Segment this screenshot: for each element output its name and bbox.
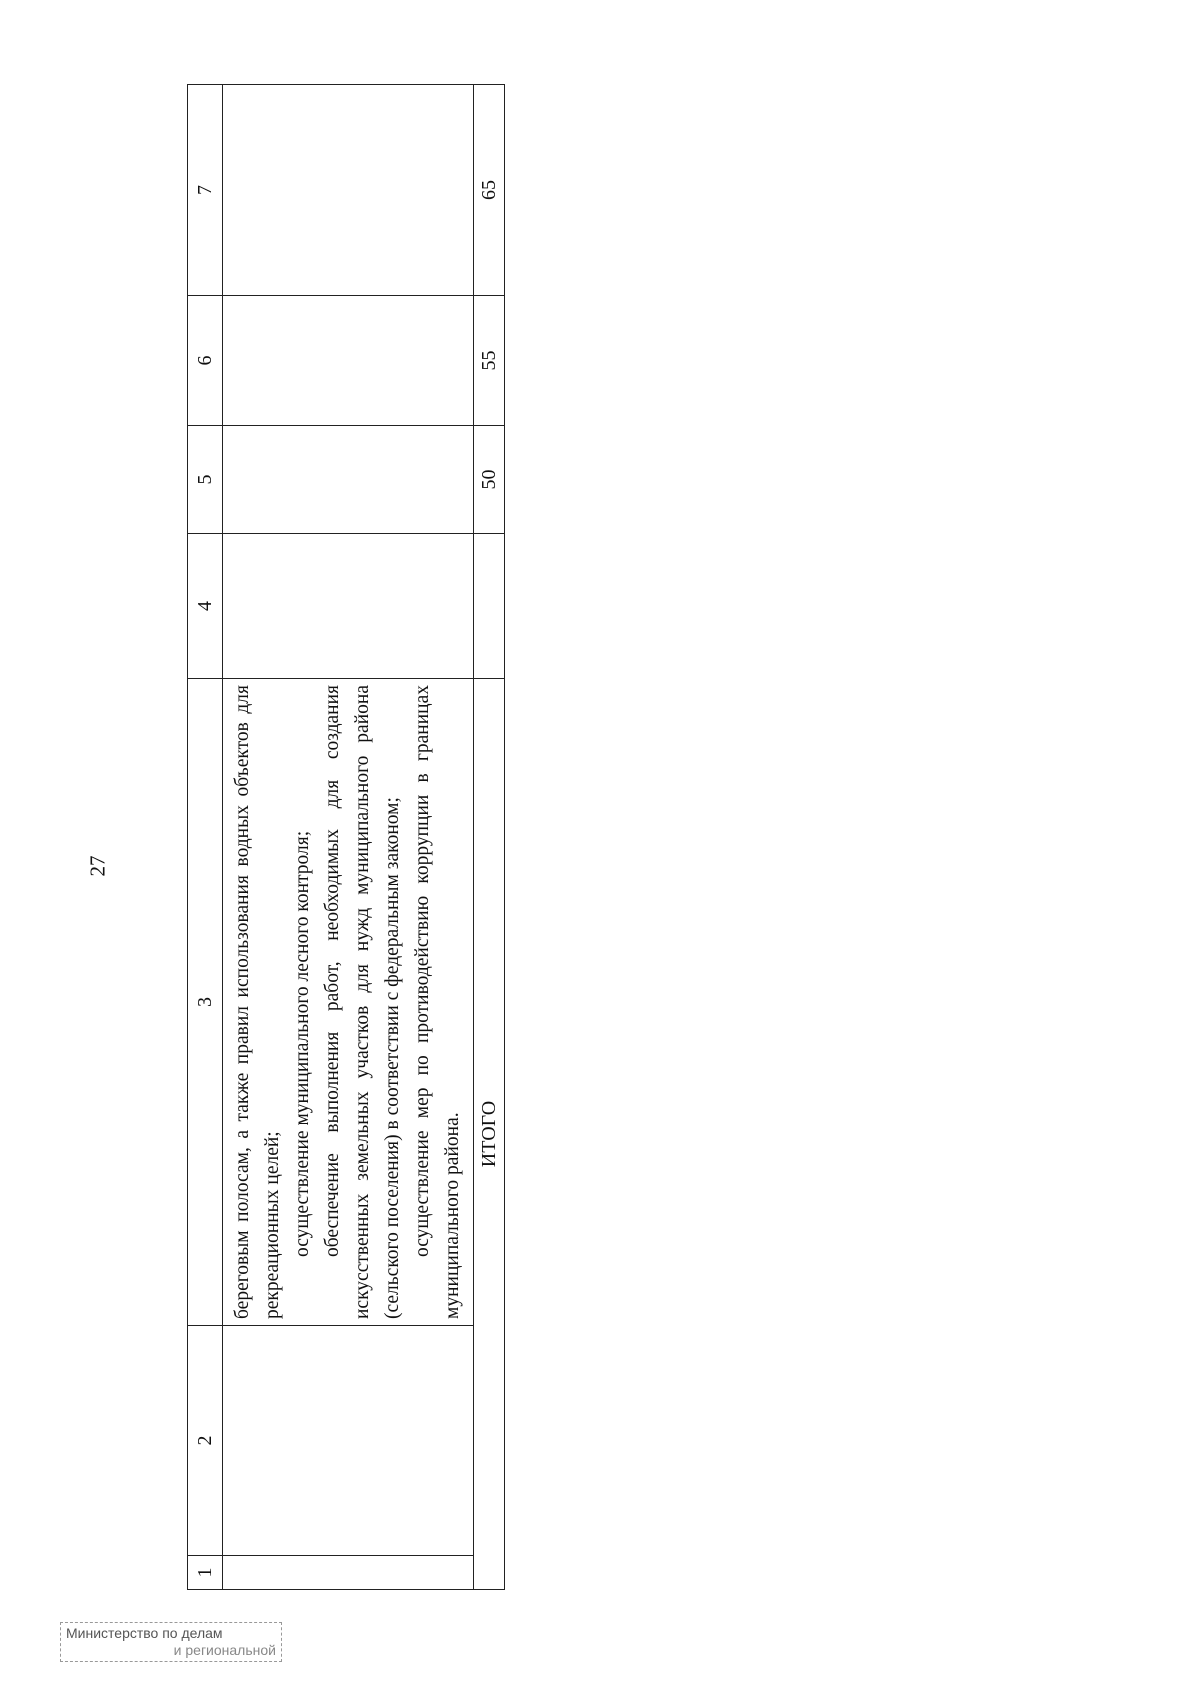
header-cell-4: 4 xyxy=(188,534,223,679)
row-cell-description xyxy=(223,679,474,1326)
total-label: ИТОГО xyxy=(474,679,505,1590)
header-cell-7: 7 xyxy=(188,85,223,296)
total-col-6: 55 xyxy=(474,296,505,426)
table-row xyxy=(223,85,474,1590)
row-cell-2 xyxy=(223,1326,474,1556)
stamp-line-1: Министерство по делам xyxy=(66,1625,223,1641)
description-paragraph-4: осуществление мер по противодействию коррупции в границах муниципального района. xyxy=(412,685,463,1319)
row-cell-6 xyxy=(223,296,474,426)
description-paragraph-2: осуществление муниципального лесного контроля; xyxy=(292,830,313,1257)
description-paragraph-3: обеспечение выполнения работ, необходимых для создания искусственных земельных участков для нужд муниципального района (сельского поселения) в соответствии с федеральным законом; xyxy=(322,685,403,1319)
allocation-table xyxy=(187,84,505,1590)
row-cell-5 xyxy=(223,426,474,534)
total-col-5: 50 xyxy=(474,426,505,534)
ministry-stamp xyxy=(60,1622,282,1662)
row-cell-4 xyxy=(223,534,474,679)
row-cell-1 xyxy=(223,1556,474,1590)
header-cell-5: 5 xyxy=(188,426,223,534)
total-row xyxy=(474,85,505,1590)
stamp-line-2: и региональной xyxy=(173,1642,276,1658)
page-number-text: 27 xyxy=(85,855,110,877)
header-cell-6: 6 xyxy=(188,296,223,426)
description-paragraph-1: береговым полосам, а также правил использования водных объектов для рекреационных целей; xyxy=(232,685,283,1319)
header-cell-1: 1 xyxy=(188,1556,223,1590)
total-col-7: 65 xyxy=(474,85,505,296)
row-cell-7 xyxy=(223,85,474,296)
total-col-4 xyxy=(474,534,505,679)
header-cell-3: 3 xyxy=(188,679,223,1326)
header-cell-2: 2 xyxy=(188,1326,223,1556)
table-header-row xyxy=(188,85,223,1590)
rotated-table-container xyxy=(187,85,502,1590)
